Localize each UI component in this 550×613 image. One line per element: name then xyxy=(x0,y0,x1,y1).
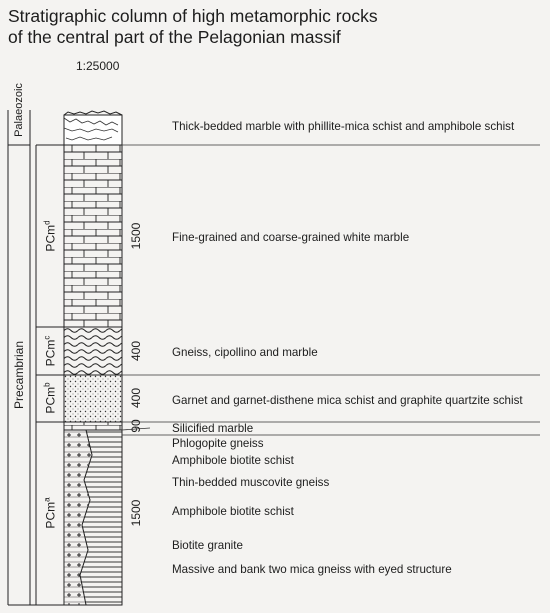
unit-label-pcm-c: PCm$^c$ xyxy=(42,335,58,367)
description-3: Gneiss, cipollino and marble xyxy=(172,346,318,359)
description-5: Silicified marble xyxy=(172,422,254,435)
description-11: Massive and bank two mica gneiss with eyed structure xyxy=(172,563,452,576)
unit-label-pcm-a: PCm$^a$ xyxy=(42,497,58,529)
title-line-1: Stratigraphic column of high metamorphic rocks xyxy=(8,6,378,26)
description-10: Biotite granite xyxy=(172,539,243,552)
description-2: Fine-grained and coarse-grained white marble xyxy=(172,231,410,244)
thickness-pcm-b: 400 xyxy=(129,387,143,409)
description-4: Garnet and garnet-disthene mica schist and graphite quartzite schist xyxy=(172,394,523,407)
unit-label-pcm-d: PCm$^d$ xyxy=(42,220,58,252)
description-9: Amphibole biotite schist xyxy=(172,505,294,518)
thickness-pcm-a: 1500 xyxy=(129,499,143,527)
lithology-column xyxy=(64,111,122,605)
boundary-lines xyxy=(122,145,540,435)
scale-label: 1:25000 xyxy=(76,59,120,73)
thickness-pcm-d: 1500 xyxy=(129,222,143,250)
description-6: Phlogopite gneiss xyxy=(172,437,264,450)
description-8: Thin-bedded muscovite gneiss xyxy=(172,476,330,489)
thickness-pcm-c: 400 xyxy=(129,340,143,362)
unit-label-pcm-b: PCm$^b$ xyxy=(42,382,58,414)
title-line-2: of the central part of the Pelagonian massif xyxy=(8,27,341,47)
thickness-extra: 90 xyxy=(129,419,143,433)
description-1: Thick-bedded marble with phillite-mica schist and amphibole schist xyxy=(172,120,515,133)
era-palaeozoic: Palaeozoic xyxy=(13,83,25,137)
era-precambrian: Precambrian xyxy=(12,340,26,410)
description-7: Amphibole biotite schist xyxy=(172,454,294,467)
